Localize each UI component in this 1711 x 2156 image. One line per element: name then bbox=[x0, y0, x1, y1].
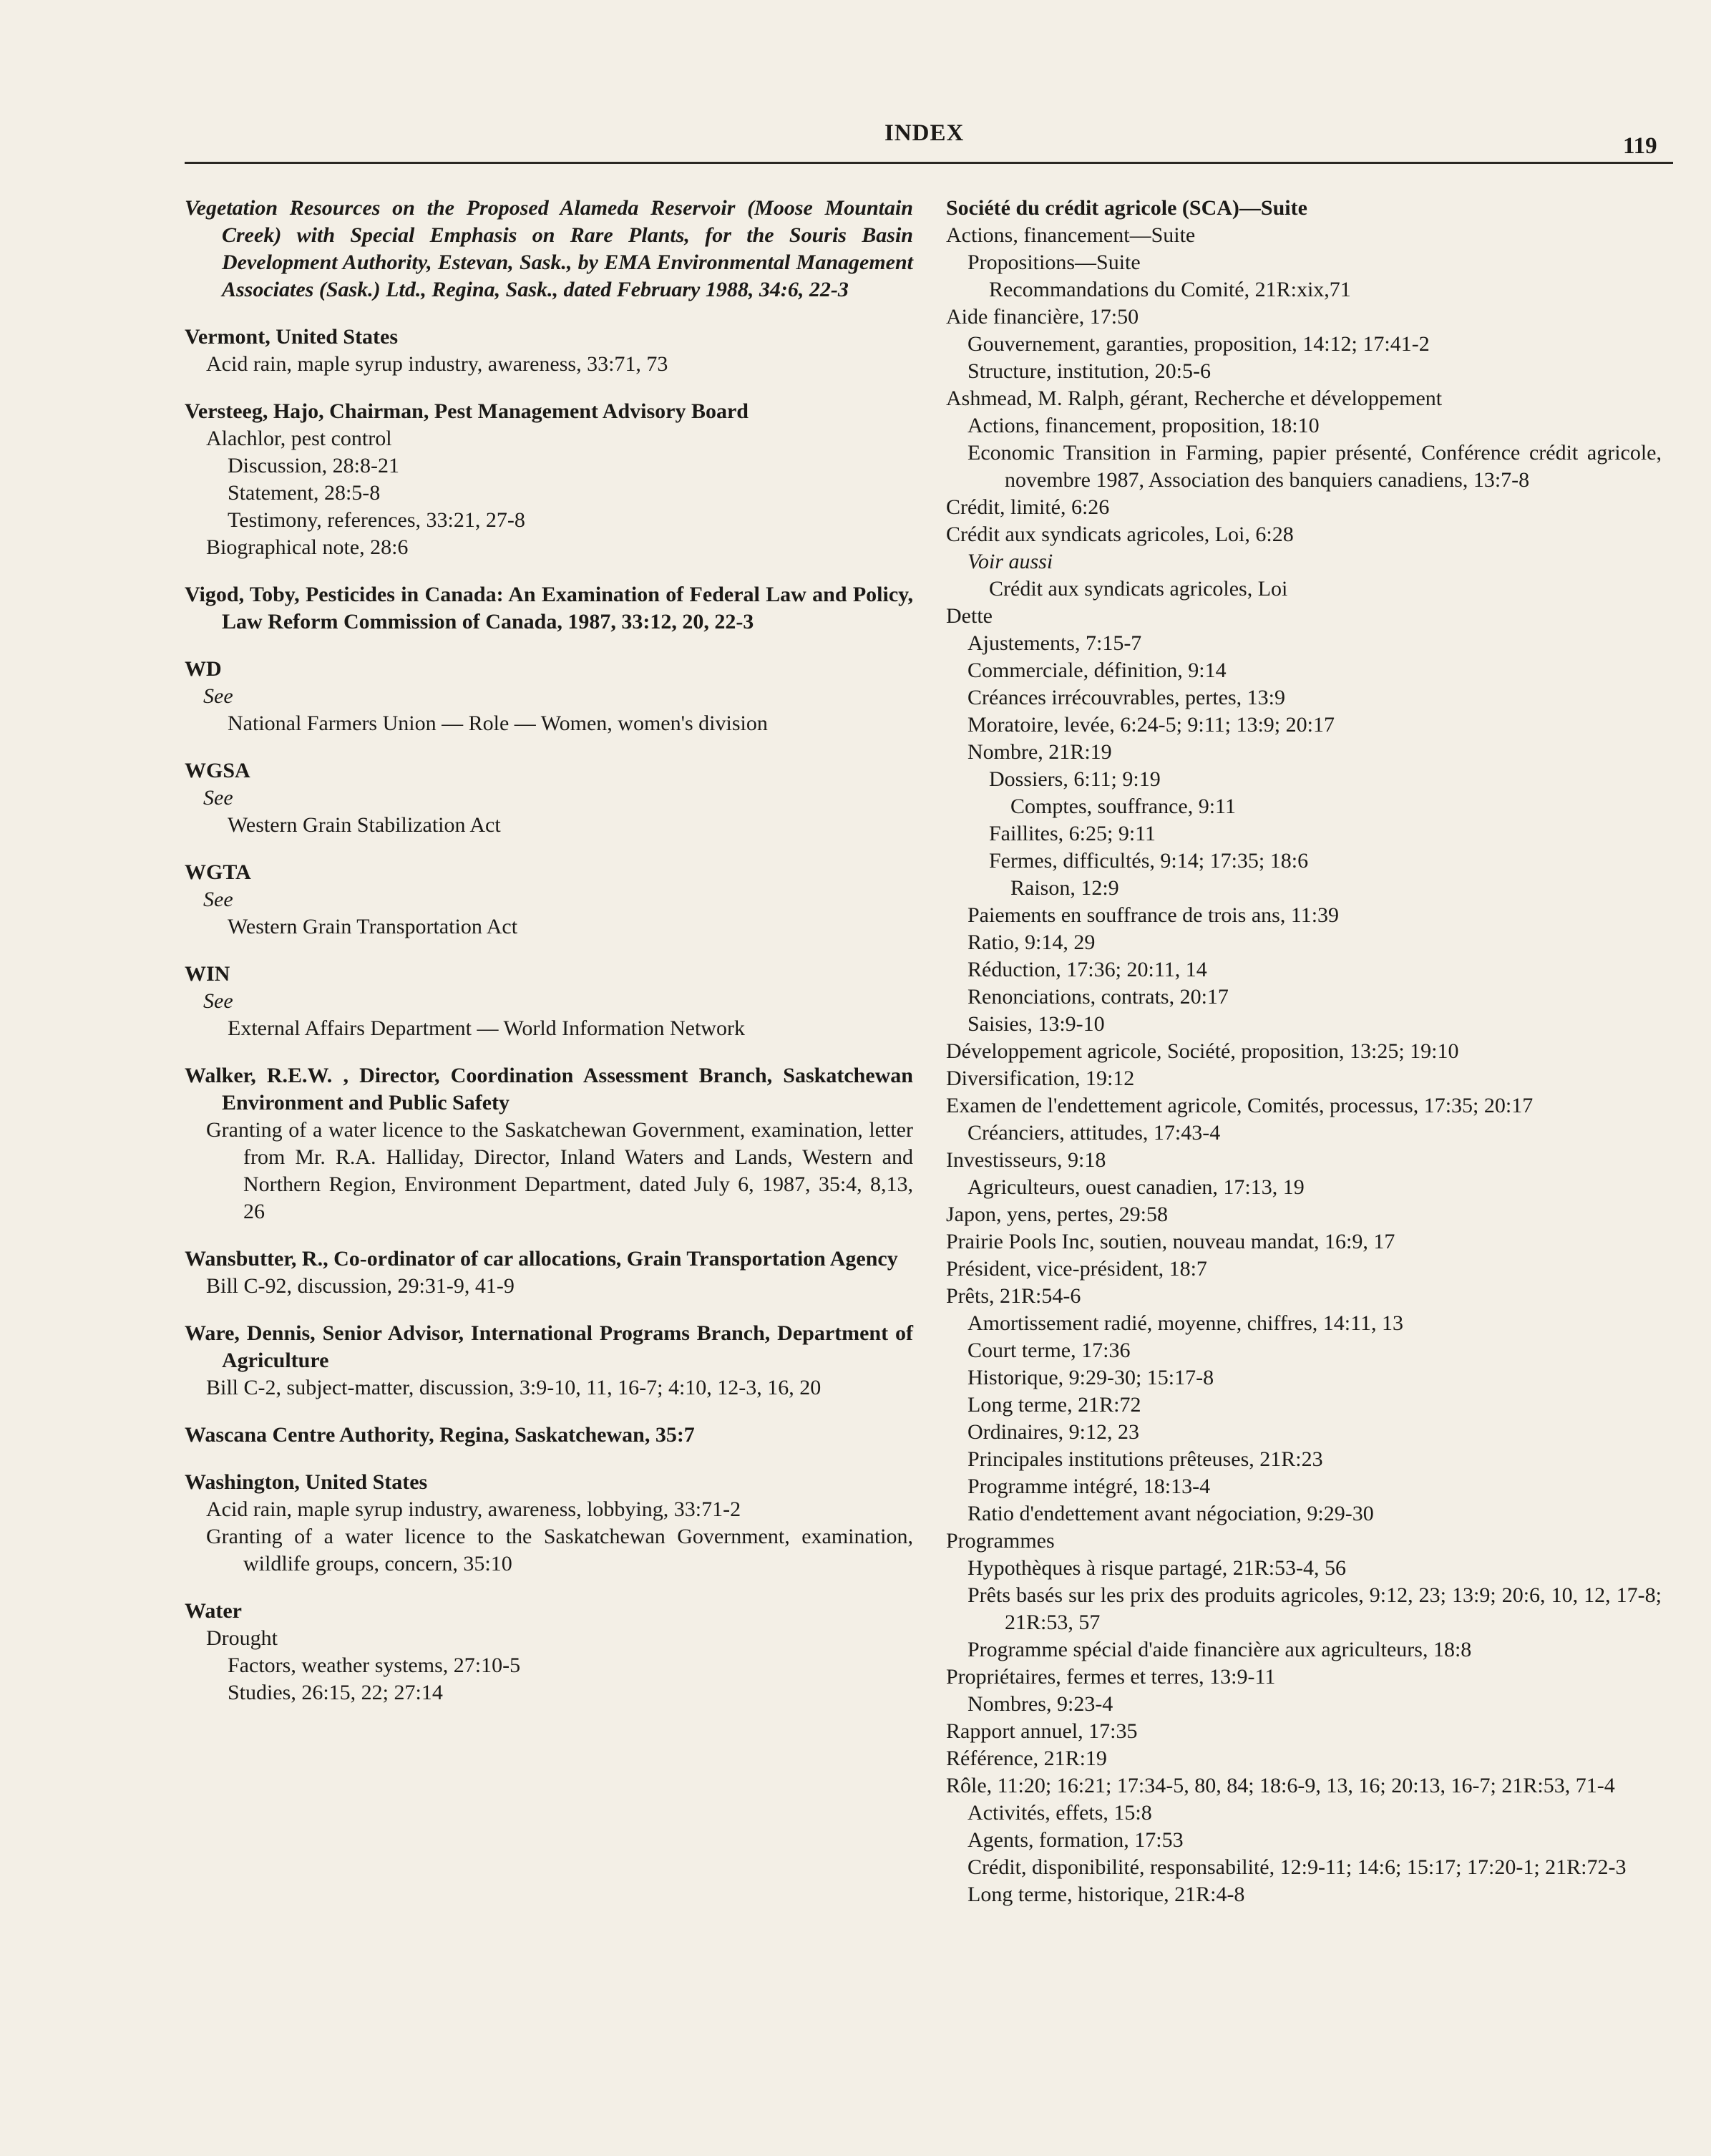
running-header: INDEX bbox=[884, 120, 965, 146]
entry-subheading: Raison, 12:9 bbox=[1010, 876, 1119, 900]
entry-subheading: Crédit, disponibilité, responsabilité, 12:9-11; 14:6; 15:17; 17:20-1; 21R:72-3 bbox=[967, 1855, 1627, 1879]
entry-heading: Versteeg, Hajo, Chairman, Pest Management Advisory Board bbox=[185, 399, 749, 423]
entry-subheading: Gouvernement, garanties, proposition, 14:12; 17:41-2 bbox=[967, 332, 1430, 356]
see-reference-target: National Farmers Union — Role — Women, women's division bbox=[228, 712, 768, 735]
entry-subheading: Acid rain, maple syrup industry, awareness, lobbying, 33:71-2 bbox=[206, 1497, 741, 1521]
index-entry bbox=[185, 324, 913, 378]
entry-heading: WGTA bbox=[185, 860, 251, 884]
entry-heading: Wascana Centre Authority, Regina, Saskatchewan, 35:7 bbox=[185, 1423, 695, 1447]
entry-subheading: Ashmead, M. Ralph, gérant, Recherche et développement bbox=[946, 387, 1443, 410]
entry-subheading: Studies, 26:15, 22; 27:14 bbox=[228, 1681, 443, 1704]
index-entry bbox=[185, 1422, 913, 1449]
index-entry bbox=[185, 961, 913, 1042]
entry-subheading: Réduction, 17:36; 20:11, 14 bbox=[967, 958, 1207, 981]
entry-subheading: Granting of a water licence to the Saskatchewan Government, examination, wildlife groups, concern, 35:10 bbox=[206, 1525, 913, 1575]
index-entry bbox=[185, 195, 913, 304]
entry-subheading: Structure, institution, 20:5-6 bbox=[967, 359, 1211, 383]
entry-subheading: Granting of a water licence to the Saskatchewan Government, examination, letter from Mr. R.A. Halliday, Director, Inland Waters and Lands, Western and Northern Region, Environment Department, dated July 6, 1987, 35:4, 8,13, 26 bbox=[206, 1118, 913, 1223]
entry-subheading: Dossiers, 6:11; 9:19 bbox=[989, 767, 1161, 791]
entry-subheading: Propositions—Suite bbox=[967, 251, 1141, 274]
page-number: 119 bbox=[1623, 133, 1657, 159]
entry-heading: WGSA bbox=[185, 759, 250, 782]
entry-subheading: Discussion, 28:8-21 bbox=[228, 454, 399, 477]
entry-subheading: Nombre, 21R:19 bbox=[967, 740, 1112, 764]
entry-subheading: Agents, formation, 17:53 bbox=[967, 1828, 1184, 1852]
entry-subheading: Voir aussi bbox=[967, 550, 1053, 573]
entry-heading: Vigod, Toby, Pesticides in Canada: An Examination of Federal Law and Policy, Law Reform Commission of Canada, 1987, 33:12, 20, 22-3 bbox=[185, 583, 913, 633]
left-index-column bbox=[185, 195, 913, 1727]
entry-subheading: Statement, 28:5-8 bbox=[228, 481, 381, 505]
entry-subheading: Saisies, 13:9-10 bbox=[967, 1012, 1105, 1036]
entry-subheading: Court terme, 17:36 bbox=[967, 1339, 1131, 1362]
entry-subheading: Faillites, 6:25; 9:11 bbox=[989, 822, 1156, 845]
entry-subheading: Programme intégré, 18:13-4 bbox=[967, 1475, 1211, 1498]
entry-subheading: Bill C-2, subject-matter, discussion, 3:9-10, 11, 16-7; 4:10, 12-3, 16, 20 bbox=[206, 1376, 822, 1399]
index-entry bbox=[185, 581, 913, 636]
entry-subheading: Créanciers, attitudes, 17:43-4 bbox=[967, 1121, 1221, 1145]
entry-subheading: Crédit aux syndicats agricoles, Loi, 6:28 bbox=[946, 523, 1294, 546]
index-entry bbox=[185, 656, 913, 737]
index-entry bbox=[185, 1469, 913, 1578]
entry-subheading: Prêts, 21R:54-6 bbox=[946, 1284, 1081, 1308]
entry-subheading: Historique, 9:29-30; 15:17-8 bbox=[967, 1366, 1214, 1389]
entry-heading: Vegetation Resources on the Proposed Alameda Reservoir (Moose Mountain Creek) with Special Emphasis on Rare Plants, for the Souris Basin Development Authority, Estevan, Sask., by EMA Environmental Management Associates (Sask.) Ltd., Regina, Sask., dated February 1988, 34:6, 22-3 bbox=[185, 196, 913, 301]
entry-subheading: Développement agricole, Société, proposition, 13:25; 19:10 bbox=[946, 1039, 1459, 1063]
entry-subheading: Bill C-92, discussion, 29:31-9, 41-9 bbox=[206, 1274, 515, 1298]
entry-subheading: Acid rain, maple syrup industry, awareness, 33:71, 73 bbox=[206, 352, 668, 376]
index-entry bbox=[185, 859, 913, 941]
entry-heading: WIN bbox=[185, 962, 230, 986]
entry-heading: Ware, Dennis, Senior Advisor, International Programs Branch, Department of Agriculture bbox=[185, 1321, 913, 1372]
index-entry bbox=[185, 1062, 913, 1225]
index-entry bbox=[185, 398, 913, 561]
entry-subheading: Japon, yens, pertes, 29:58 bbox=[946, 1203, 1168, 1226]
entry-heading: Washington, United States bbox=[185, 1470, 428, 1494]
entry-subheading: Testimony, references, 33:21, 27-8 bbox=[228, 508, 525, 532]
entry-subheading: Hypothèques à risque partagé, 21R:53-4, 56 bbox=[967, 1556, 1347, 1580]
entry-subheading: Crédit aux syndicats agricoles, Loi bbox=[989, 577, 1288, 601]
entry-subheading: Actions, financement—Suite bbox=[946, 223, 1196, 247]
entry-subheading: Factors, weather systems, 27:10-5 bbox=[228, 1654, 521, 1677]
entry-subheading: Long terme, 21R:72 bbox=[967, 1393, 1141, 1417]
entry-subheading: Alachlor, pest control bbox=[206, 427, 392, 450]
entry-subheading: Investisseurs, 9:18 bbox=[946, 1148, 1106, 1172]
entry-heading: Société du crédit agricole (SCA)—Suite bbox=[946, 196, 1307, 220]
entry-subheading: Amortissement radié, moyenne, chiffres, 14:11, 13 bbox=[967, 1311, 1404, 1335]
entry-subheading: Drought bbox=[206, 1626, 278, 1650]
entry-subheading: Comptes, souffrance, 9:11 bbox=[1010, 795, 1236, 818]
see-reference-label: See bbox=[203, 786, 233, 810]
entry-subheading: Diversification, 19:12 bbox=[946, 1067, 1135, 1090]
entry-subheading: Agriculteurs, ouest canadien, 17:13, 19 bbox=[967, 1175, 1305, 1199]
entry-subheading: Aide financière, 17:50 bbox=[946, 305, 1139, 329]
right-index-column bbox=[946, 195, 1662, 1908]
entry-subheading: Dette bbox=[946, 604, 993, 628]
index-entry bbox=[185, 1320, 913, 1402]
entry-subheading: Propriétaires, fermes et terres, 13:9-11 bbox=[946, 1665, 1276, 1689]
index-entry bbox=[185, 1598, 913, 1706]
entry-subheading: Crédit, limité, 6:26 bbox=[946, 495, 1110, 519]
entry-subheading: Principales institutions prêteuses, 21R:23 bbox=[967, 1447, 1323, 1471]
entry-subheading: Prêts basés sur les prix des produits agricoles, 9:12, 23; 13:9; 20:6, 10, 12, 17-8; 21R:53, 57 bbox=[967, 1583, 1662, 1634]
entry-subheading: Examen de l'endettement agricole, Comités, processus, 17:35; 20:17 bbox=[946, 1094, 1534, 1117]
see-reference-target: Western Grain Transportation Act bbox=[228, 915, 518, 938]
entry-heading: WD bbox=[185, 657, 222, 681]
entry-subheading: Ordinaires, 9:12, 23 bbox=[967, 1420, 1139, 1444]
see-reference-target: External Affairs Department — World Information Network bbox=[228, 1016, 745, 1040]
entry-subheading: Fermes, difficultés, 9:14; 17:35; 18:6 bbox=[989, 849, 1309, 873]
entry-subheading: Long terme, historique, 21R:4-8 bbox=[967, 1883, 1245, 1906]
entry-subheading: Programmes bbox=[946, 1529, 1055, 1553]
entry-subheading: Programme spécial d'aide financière aux agriculteurs, 18:8 bbox=[967, 1638, 1472, 1661]
entry-subheading: Commerciale, définition, 9:14 bbox=[967, 659, 1227, 682]
entry-subheading: Actions, financement, proposition, 18:10 bbox=[967, 414, 1320, 437]
entry-subheading: Recommandations du Comité, 21R:xix,71 bbox=[989, 278, 1351, 301]
entry-subheading: Ajustements, 7:15-7 bbox=[967, 631, 1142, 655]
header-rule bbox=[185, 162, 1673, 164]
entry-heading: Vermont, United States bbox=[185, 325, 399, 349]
entry-subheading: Ratio, 9:14, 29 bbox=[967, 931, 1096, 954]
see-reference-label: See bbox=[203, 989, 233, 1013]
index-entry bbox=[185, 1245, 913, 1300]
entry-subheading: Rôle, 11:20; 16:21; 17:34-5, 80, 84; 18:6-9, 13, 16; 20:13, 16-7; 21R:53, 71-4 bbox=[946, 1774, 1615, 1797]
entry-subheading: Référence, 21R:19 bbox=[946, 1747, 1107, 1770]
entry-subheading: Paiements en souffrance de trois ans, 11:39 bbox=[967, 903, 1340, 927]
entry-subheading: Nombres, 9:23-4 bbox=[967, 1692, 1113, 1716]
entry-subheading: Créances irrécouvrables, pertes, 13:9 bbox=[967, 686, 1285, 709]
entry-subheading: Moratoire, levée, 6:24-5; 9:11; 13:9; 20:17 bbox=[967, 713, 1335, 737]
entry-heading: Water bbox=[185, 1599, 242, 1623]
entry-heading: Wansbutter, R., Co-ordinator of car allocations, Grain Transportation Agency bbox=[185, 1247, 898, 1271]
entry-subheading: Economic Transition in Farming, papier présenté, Conférence crédit agricole, novembre 1987, Association des banquiers canadiens, 13:7-8 bbox=[967, 441, 1662, 492]
entry-subheading: Ratio d'endettement avant négociation, 9:29-30 bbox=[967, 1502, 1374, 1525]
see-reference-label: See bbox=[203, 684, 233, 708]
see-reference-label: See bbox=[203, 888, 233, 911]
index-entry bbox=[185, 757, 913, 839]
entry-subheading: Biographical note, 28:6 bbox=[206, 535, 409, 559]
see-reference-target: Western Grain Stabilization Act bbox=[228, 813, 501, 837]
entry-subheading: Rapport annuel, 17:35 bbox=[946, 1719, 1138, 1743]
entry-heading: Walker, R.E.W. , Director, Coordination Assessment Branch, Saskatchewan Environment and Public Safety bbox=[185, 1064, 913, 1115]
entry-subheading: Président, vice-président, 18:7 bbox=[946, 1257, 1207, 1281]
entry-subheading: Prairie Pools Inc, soutien, nouveau mandat, 16:9, 17 bbox=[946, 1230, 1395, 1253]
entry-subheading: Renonciations, contrats, 20:17 bbox=[967, 985, 1229, 1009]
entry-subheading: Activités, effets, 15:8 bbox=[967, 1801, 1152, 1825]
